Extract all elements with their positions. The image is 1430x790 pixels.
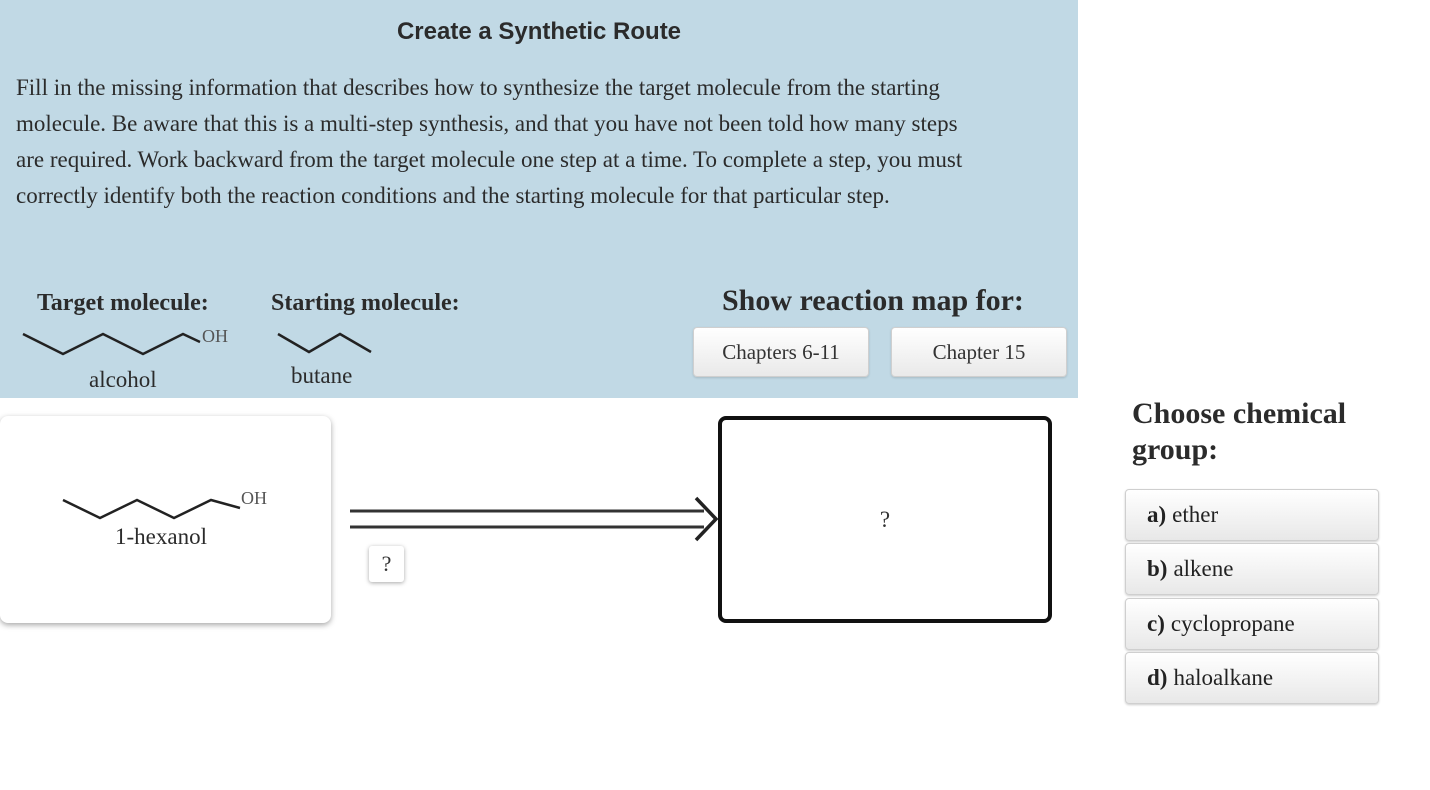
chapter-15-button[interactable]: Chapter 15 (891, 327, 1067, 377)
chapters-6-11-button[interactable]: Chapters 6-11 (693, 327, 869, 377)
group-option-label: alkene (1173, 556, 1234, 581)
step-molecule-card (0, 416, 331, 623)
group-option-cyclopropane[interactable] (1125, 598, 1379, 650)
reaction-arrow (350, 496, 722, 542)
starting-molecule-heading: Starting molecule: (271, 290, 460, 316)
product-placeholder-box[interactable]: ? (718, 416, 1052, 623)
step-molecule-name: 1-hexanol (115, 524, 207, 549)
reaction-map-heading: Show reaction map for: (722, 284, 1024, 317)
chemical-group-heading: Choose chemical group: (1132, 397, 1347, 466)
group-option-ether[interactable] (1125, 489, 1379, 541)
page-title: Create a Synthetic Route (396, 18, 682, 45)
starting-molecule-caption: butane (291, 363, 353, 388)
starting-carbon-chain (278, 334, 371, 352)
reaction-conditions-button[interactable]: ? (369, 546, 404, 582)
starting-molecule-structure (276, 330, 376, 360)
group-option-letter: b) (1147, 556, 1168, 581)
target-carbon-chain (23, 334, 200, 354)
target-molecule-caption: alcohol (89, 367, 157, 392)
group-option-label: ether (1172, 502, 1219, 527)
hexanol-structure (60, 484, 280, 524)
arrow-head (696, 498, 716, 540)
hexanol-carbon-chain (63, 500, 240, 518)
group-option-alkene[interactable] (1125, 543, 1379, 595)
group-option-haloalkane[interactable] (1125, 652, 1379, 704)
target-molecule-structure (20, 322, 240, 362)
group-option-label: haloalkane (1173, 665, 1274, 690)
group-option-label: cyclopropane (1170, 611, 1295, 636)
instructions-text: Fill in the missing information that describes how to synthesize the target molecule from the starting molecule. Be aware that this is a multi-step synthesis, and that you have not been told how many steps are required. Work backward from the target molecule one step at a time. To complete a step, you must correctly identify both the reaction conditions and the starting molecule for that particular step. (16, 75, 963, 208)
group-option-letter: d) (1147, 665, 1168, 690)
target-oh-label: OH (202, 326, 228, 346)
target-molecule-heading: Target molecule: (37, 290, 209, 316)
group-option-letter: c) (1147, 611, 1165, 636)
group-option-letter: a) (1147, 502, 1167, 527)
hexanol-oh-label: OH (241, 488, 267, 508)
